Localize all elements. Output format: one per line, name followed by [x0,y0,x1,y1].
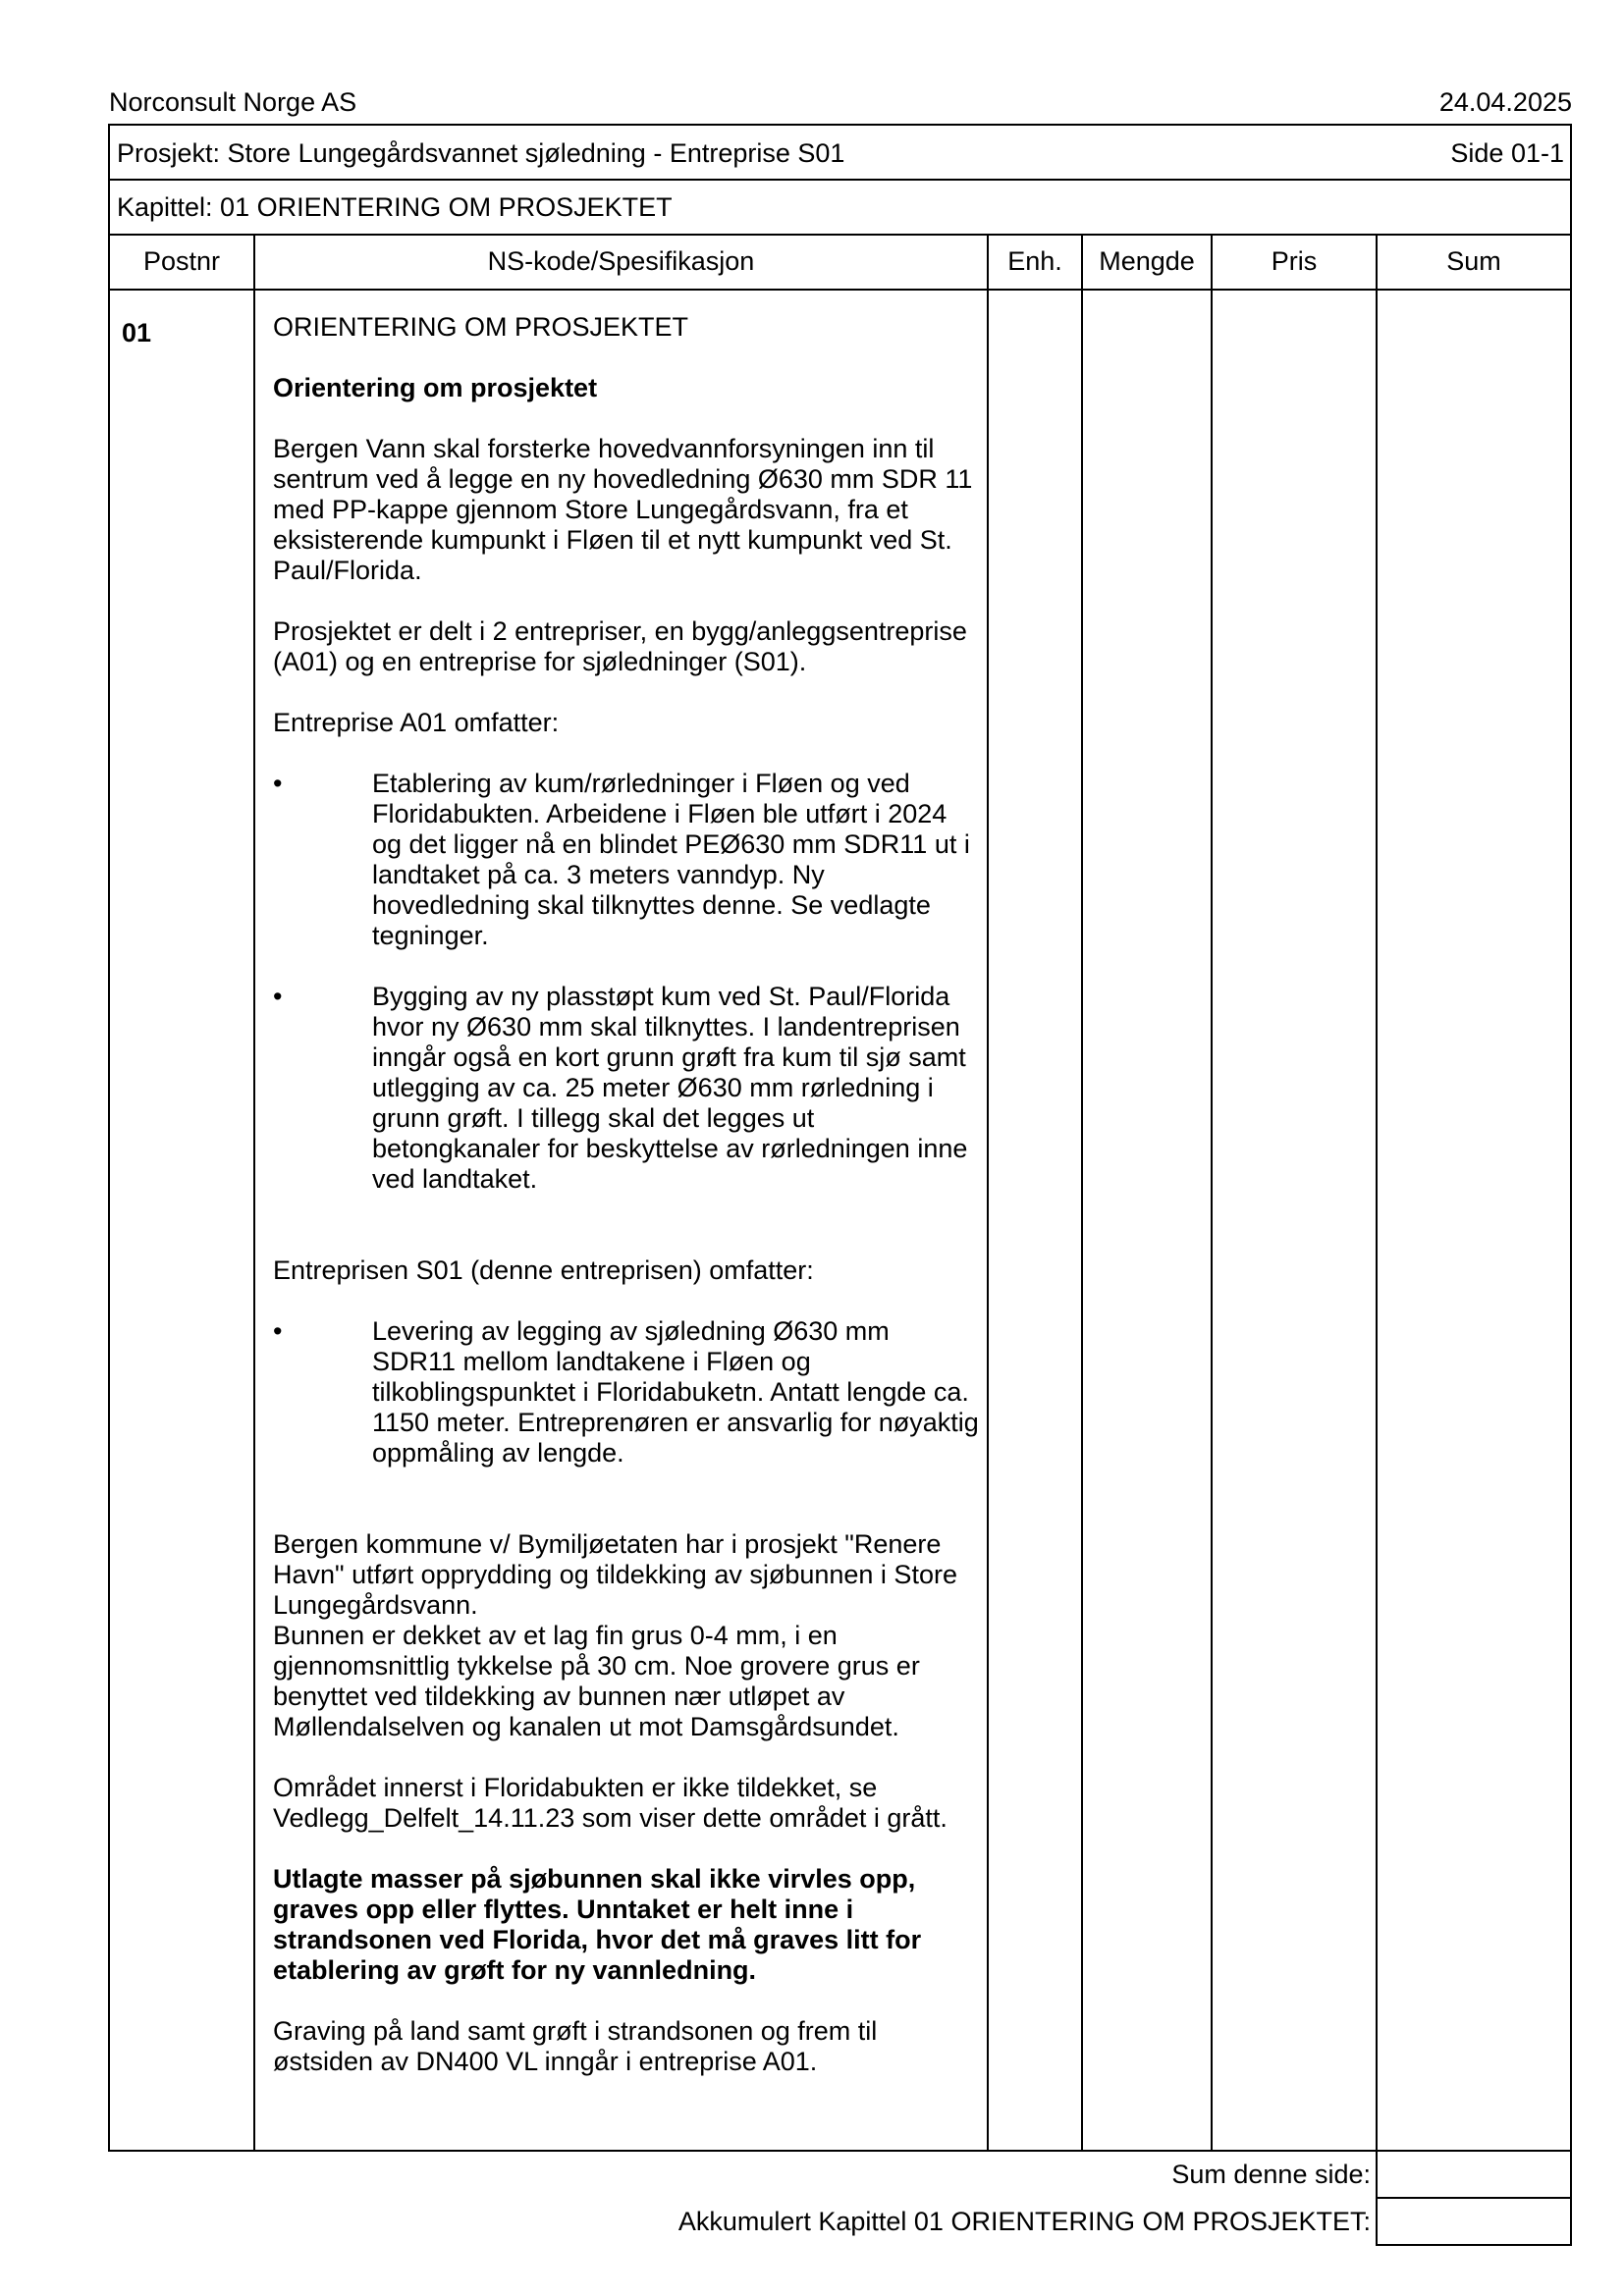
list-item [273,1316,980,1468]
paragraph-seabed: Bunnen er dekket av et lag fin grus 0-4 mm, i en gjennomsnittlig tykkelse på 30 cm. Noe grovere grus er benyttet ved tildekking av bunnen nær utløpet av Møllendalselven og kanalen ut mot Damsgårdsundet. [273,1621,920,1741]
bullet-icon: • [273,769,283,798]
specification-text [273,312,980,2077]
bullet-icon: • [273,1316,283,1346]
paragraph-excavation: Graving på land samt grøft i strandsonen og frem til østsiden av DN400 VL inngår i entreprise A01. [273,2016,878,2076]
paragraph-warning: Utlagte masser på sjøbunnen skal ikke virvles opp, graves opp eller flyttes. Unntaket er helt inne i strandsonen ved Florida, hvor det må graves litt for etablering av grøft for ny vannledning. [273,1864,922,1985]
col-divider-spec [987,234,989,2152]
paragraph-a01-heading: Entreprise A01 omfatter: [273,708,560,737]
list-item-text: Etablering av kum/rørledninger i Fløen og ved Floridabukten. Arbeidene i Fløen ble utført i 2024 og det ligger nå en blindet PEØ630 mm SDR11 ut i landtaket på ca. 3 meters vanndyp. Ny hovedledning skal tilknyttes denne. Se vedlagte tegninger. [372,769,970,950]
col-header-sum: Sum [1446,245,1501,276]
col-divider-qty [1211,234,1213,2152]
page-number: Side 01-1 [1450,138,1564,168]
post-title: ORIENTERING OM PROSJEKTET [273,312,689,342]
col-header-unit: Enh. [1007,245,1062,276]
paragraph-contracts: Prosjektet er delt i 2 entrepriser, en bygg/anleggsentreprise (A01) og en entreprise for sjøledninger (S01). [273,616,967,676]
chapter-title: Kapittel: 01 ORIENTERING OM PROSJEKTET [117,192,673,222]
project-title: Prosjekt: Store Lungegårdsvannet sjøledning - Entreprise S01 [117,138,845,168]
col-header-postnr: Postnr [142,245,221,276]
paragraph-floridabukten: Området innerst i Floridabukten er ikke tildekket, se Vedlegg_Delfelt_14.11.23 som viser dette området i grått. [273,1773,947,1833]
paragraph-intro: Bergen Vann skal forsterke hovedvannforsyningen inn til sentrum ved å legge en ny hovedledning Ø630 mm SDR 11 med PP-kappe gjennom Store Lungegårdsvann, fra et eksisterende kumpunkt i Fløen til et nytt kumpunkt ved St. Paul/Florida. [273,434,973,585]
accumulated-cell [1376,2197,1572,2246]
bullet-icon: • [273,982,283,1011]
col-divider-price [1376,234,1378,2152]
sum-page-cell [1376,2150,1572,2199]
paragraph-s01-heading: Entreprisen S01 (denne entreprisen) omfatter: [273,1255,814,1285]
col-header-price: Pris [1271,245,1318,276]
post-number: 01 [122,318,152,347]
section-heading: Orientering om prosjektet [273,373,598,402]
list-item [273,982,980,1195]
col-divider-unit [1081,234,1083,2152]
col-header-spec: NS-kode/Spesifikasjon [487,245,755,276]
sum-page-label: Sum denne side: [1171,2160,1371,2189]
paragraph-renere-havn: Bergen kommune v/ Bymiljøetaten har i prosjekt "Renere Havn" utført opprydding og tildekking av sjøbunnen i Store Lungegårdsvann. [273,1529,957,1620]
company-name: Norconsult Norge AS [109,87,357,117]
list-item-text: Levering av legging av sjøledning Ø630 mm SDR11 mellom landtakene i Fløen og tilkoblingspunktet i Floridabuketn. Antatt lengde ca. 1150 meter. Entreprenøren er ansvarlig for nøyaktig oppmåling av lengde. [372,1316,979,1468]
accumulated-label: Akkumulert Kapittel 01 ORIENTERING OM PROSJEKTET: [677,2207,1371,2236]
list-item [273,769,980,951]
list-item-text: Bygging av ny plasstøpt kum ved St. Paul/Florida hvor ny Ø630 mm skal tilknyttes. I landentreprisen inngår også en kort grunn grøft fra kum til sjø samt utlegging av ca. 25 meter Ø630 mm rørledning i grunn grøft. I tillegg skal det legges ut betongkanaler for beskyttelse av rørledningen inne ved landtaket. [372,982,968,1194]
col-divider-postnr [253,234,255,2152]
document-date: 24.04.2025 [1438,87,1572,117]
col-header-qty: Mengde [1099,245,1195,276]
